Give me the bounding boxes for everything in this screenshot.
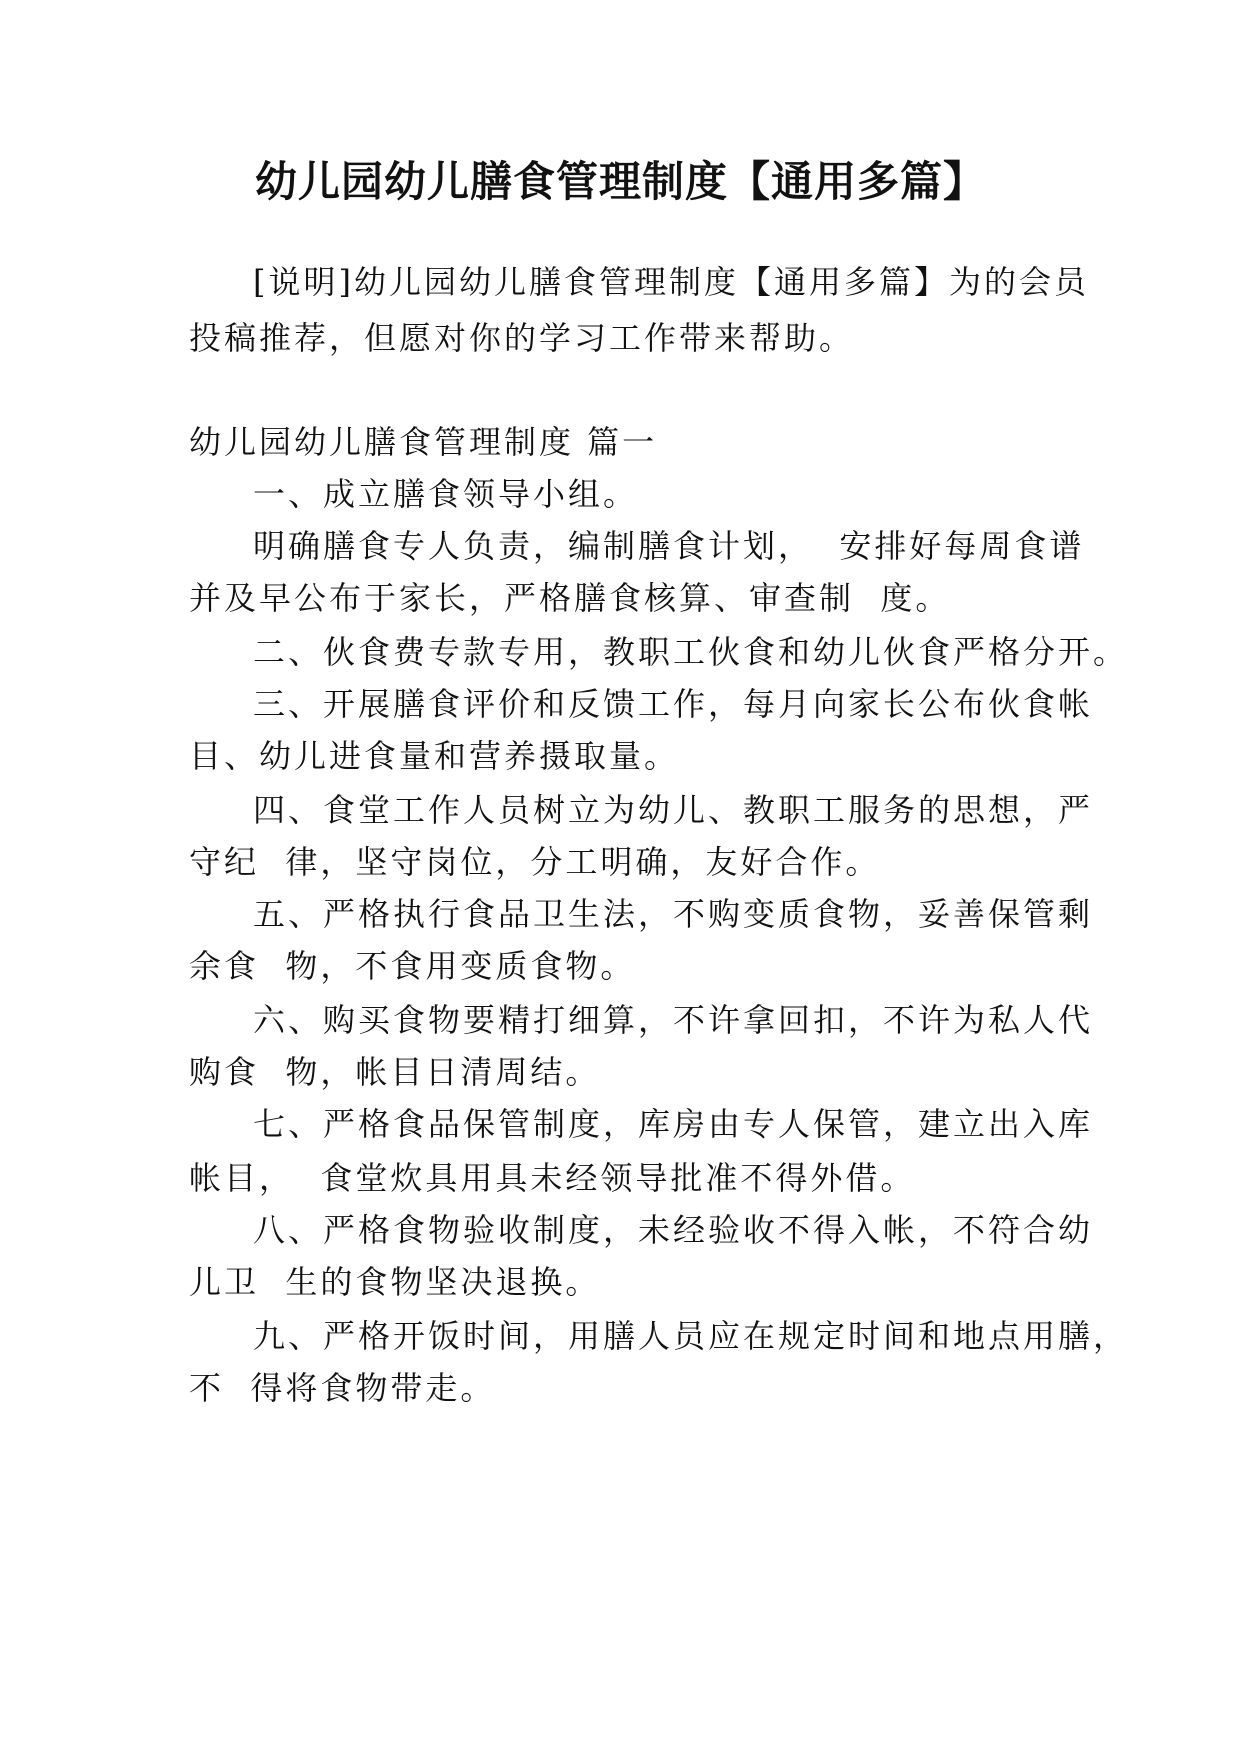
- paragraph-line: 七、严格食品保管制度，库房由专人保管，建立出入库: [253, 1105, 1094, 1143]
- section-heading: 幼儿园幼儿膳食管理制度 篇一: [189, 423, 658, 461]
- paragraph-line: 并及早公布于家长，严格膳食核算、审查制 度。: [189, 579, 951, 617]
- paragraph-line: 三、开展膳食评价和反馈工作，每月向家长公布伙食帐: [253, 685, 1094, 723]
- paragraph-line: 二、伙食费专款专用，教职工伙食和幼儿伙食严格分开。: [253, 633, 1129, 671]
- paragraph-line: 不 得将食物带走。: [189, 1369, 496, 1407]
- paragraph-line: 明确膳食专人负责，编制膳食计划， 安排好每周食谱: [253, 527, 1085, 565]
- paragraph-line: 一、成立膳食领导小组。: [253, 475, 639, 513]
- paragraph-line: 八、严格食物验收制度，未经验收不得入帐，不符合幼: [253, 1211, 1094, 1249]
- intro-line: 投稿推荐，但愿对你的学习工作带来帮助。: [189, 319, 855, 357]
- paragraph-line: 六、购买食物要精打细算，不许拿回扣，不许为私人代: [253, 1001, 1094, 1039]
- paragraph-line: 目、幼儿进食量和营养摄取量。: [189, 737, 680, 775]
- paragraph-line: 帐目， 食堂炊具用具未经领导批准不得外借。: [189, 1159, 916, 1197]
- document-title: 幼儿园幼儿膳食管理制度【通用多篇】: [254, 157, 986, 206]
- paragraph-line: 儿卫 生的食物坚决退换。: [189, 1263, 601, 1301]
- intro-line: [说明]幼儿园幼儿膳食管理制度【通用多篇】为的会员: [253, 263, 1089, 301]
- paragraph-line: 余食 物，不食用变质食物。: [189, 947, 636, 985]
- paragraph-line: 守纪 律，坚守岗位，分工明确，友好合作。: [189, 843, 881, 881]
- paragraph-line: 九、严格开饭时间，用膳人员应在规定时间和地点用膳，: [253, 1317, 1129, 1355]
- paragraph-line: 五、严格执行食品卫生法，不购变质食物，妥善保管剩: [253, 895, 1094, 933]
- paragraph-line: 四、食堂工作人员树立为幼儿、教职工服务的思想，严: [253, 791, 1094, 829]
- paragraph-line: 购食 物，帐目日清周结。: [189, 1053, 601, 1091]
